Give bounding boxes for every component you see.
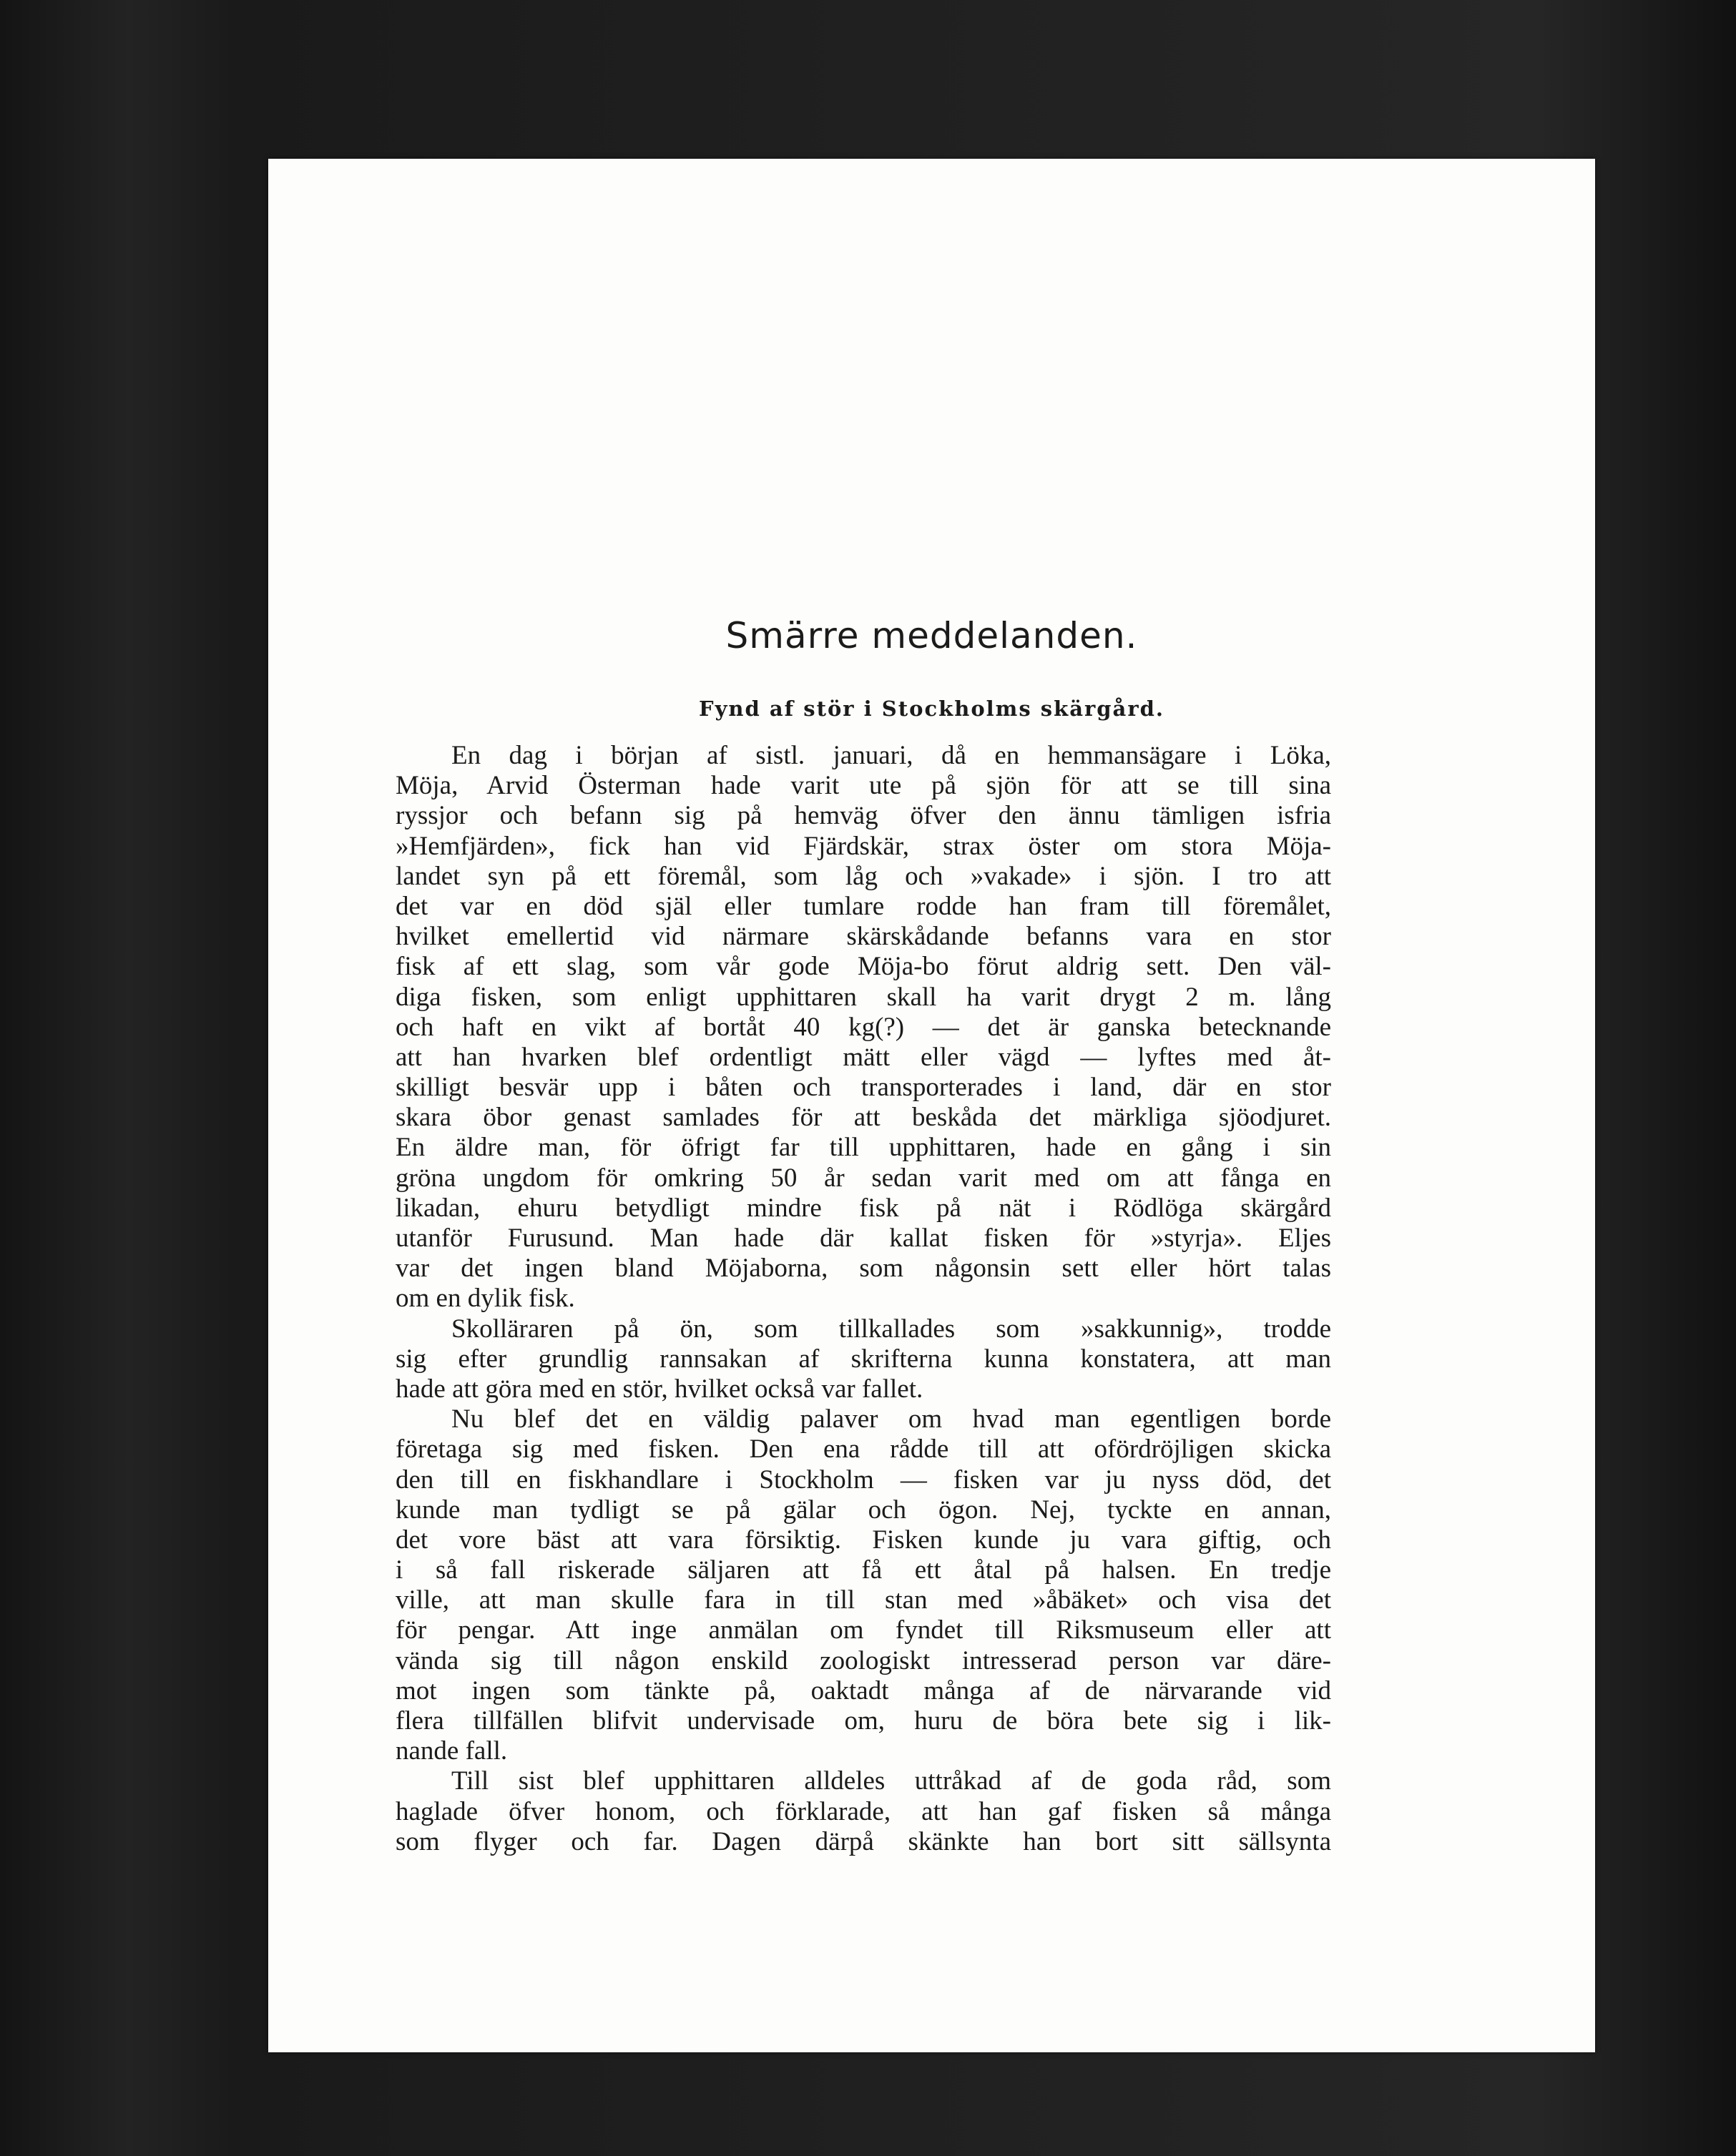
article-body bbox=[396, 741, 1331, 1857]
text-line: skara öbor genast samlades för att beskåda det märkliga sjöodjuret. bbox=[396, 1103, 1331, 1133]
document-page bbox=[268, 159, 1595, 2052]
text-line: om en dylik fisk. bbox=[396, 1284, 575, 1314]
text-line: gröna ungdom för omkring 50 år sedan varit med om att fånga en bbox=[396, 1163, 1331, 1193]
article-title: Fynd af stör i Stockholms skärgård. bbox=[698, 696, 1164, 721]
text-line: den till en fiskhandlare i Stockholm — fisken var ju nyss död, det bbox=[396, 1465, 1331, 1495]
text-line: det var en död själ eller tumlare rodde han fram till föremålet, bbox=[396, 891, 1331, 921]
text-line: skilligt besvär upp i båten och transporterades i land, där en stor bbox=[396, 1073, 1331, 1103]
text-line: hvilket emellertid vid närmare skärskådande befanns vara en stor bbox=[396, 922, 1331, 952]
text-line: ville, att man skulle fara in till stan med »åbäket» och visa det bbox=[396, 1585, 1331, 1615]
text-line: vända sig till någon enskild zoologiskt intresserad person var däre- bbox=[396, 1645, 1331, 1675]
text-line: det vore bäst att vara försiktig. Fisken kunde ju vara giftig, och bbox=[396, 1525, 1331, 1555]
text-line: flera tillfällen blifvit undervisade om, huru de böra bete sig i lik- bbox=[396, 1706, 1331, 1736]
text-line: hade att göra med en stör, hvilket också var fallet. bbox=[396, 1374, 923, 1404]
text-line: landet syn på ett föremål, som låg och »vakade» i sjön. I tro att bbox=[396, 861, 1331, 891]
text-line: likadan, ehuru betydligt mindre fisk på nät i Rödlöga skärgård bbox=[396, 1193, 1331, 1223]
text-line: mot ingen som tänkte på, oaktadt många af de närvarande vid bbox=[396, 1675, 1331, 1705]
text-line: Skolläraren på ön, som tillkallades som »sakkunnig», trodde bbox=[451, 1314, 1331, 1344]
text-line: nande fall. bbox=[396, 1736, 508, 1766]
text-line: kunde man tydligt se på gälar och ögon. Nej, tyckte en annan, bbox=[396, 1495, 1331, 1525]
text-line: Möja, Arvid Österman hade varit ute på sjön för att se till sina bbox=[396, 771, 1331, 801]
text-line: företaga sig med fisken. Den ena rådde till att ofördröjligen skicka bbox=[396, 1434, 1331, 1465]
text-line: ryssjor och befann sig på hemväg öfver den ännu tämligen isfria bbox=[396, 801, 1331, 831]
text-line: »Hemfjärden», fick han vid Fjärdskär, strax öster om stora Möja- bbox=[396, 831, 1331, 861]
text-line: haglade öfver honom, och förklarade, att han gaf fisken så många bbox=[396, 1796, 1331, 1826]
text-line: Till sist blef upphittaren alldeles uttråkad af de goda råd, som bbox=[451, 1766, 1331, 1796]
text-line: sig efter grundlig rannsakan af skrifterna kunna konstatera, att man bbox=[396, 1344, 1331, 1374]
text-line: i så fall riskerade säljaren att få ett åtal på halsen. En tredje bbox=[396, 1555, 1331, 1585]
text-line: och haft en vikt af bortåt 40 kg(?) — det är ganska betecknande bbox=[396, 1012, 1331, 1042]
text-line: diga fisken, som enligt upphittaren skall ha varit drygt 2 m. lång bbox=[396, 982, 1331, 1012]
page-heading: Smärre meddelanden. bbox=[725, 615, 1138, 656]
text-line: En dag i början af sistl. januari, då en hemmansägare i Löka, bbox=[451, 741, 1331, 770]
text-line: utanför Furusund. Man hade där kallat fisken för »styrja». Eljes bbox=[396, 1224, 1331, 1253]
text-line: att han hvarken blef ordentligt mätt eller vägd — lyftes med åt- bbox=[396, 1042, 1331, 1072]
text-line: En äldre man, för öfrigt far till upphittaren, hade en gång i sin bbox=[396, 1133, 1331, 1163]
text-line: som flyger och far. Dagen därpå skänkte han bort sitt sällsynta bbox=[396, 1826, 1331, 1856]
text-line: fisk af ett slag, som vår gode Möja-bo förut aldrig sett. Den väl- bbox=[396, 952, 1331, 982]
text-line: Nu blef det en väldig palaver om hvad man egentligen borde bbox=[451, 1404, 1331, 1434]
text-line: var det ingen bland Möjaborna, som någonsin sett eller hört talas bbox=[396, 1254, 1331, 1284]
text-line: för pengar. Att inge anmälan om fyndet till Riksmuseum eller att bbox=[396, 1615, 1331, 1645]
